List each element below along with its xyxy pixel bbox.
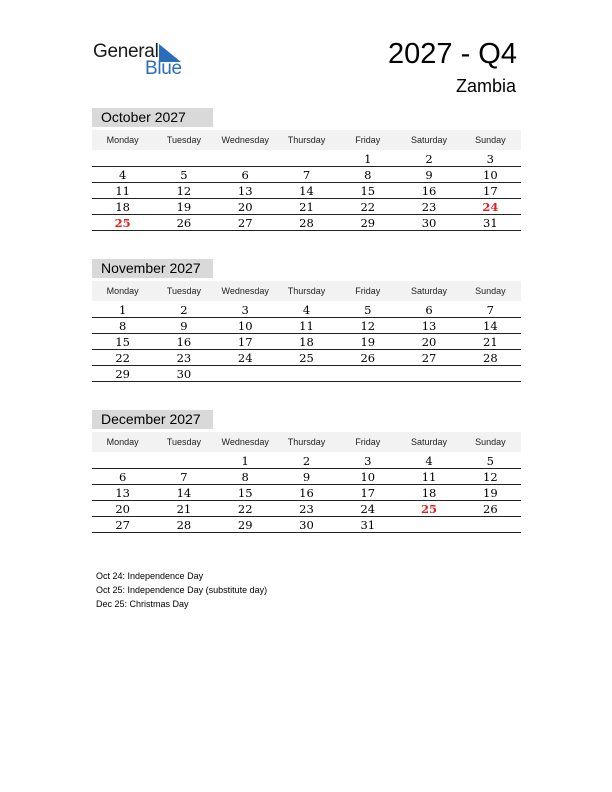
day-cell: 28 bbox=[176, 518, 192, 532]
weekday-label: Wednesday bbox=[221, 135, 269, 145]
week-row bbox=[92, 151, 521, 167]
day-cell: 22 bbox=[360, 200, 376, 214]
day-cell: 25 bbox=[299, 351, 314, 365]
day-cell: 10 bbox=[360, 470, 376, 484]
day-cell: 7 bbox=[180, 470, 188, 484]
weekday-label: Tuesday bbox=[166, 135, 202, 145]
day-cell: 17 bbox=[237, 335, 253, 349]
weekday-label: Sunday bbox=[475, 286, 506, 296]
day-cell: 4 bbox=[118, 168, 127, 182]
logo-text-general: General bbox=[93, 41, 159, 62]
weekday-label: Monday bbox=[106, 135, 139, 145]
weekday-label: Tuesday bbox=[166, 437, 202, 447]
month-calendar-december bbox=[92, 410, 521, 533]
day-cell: 8 bbox=[118, 319, 127, 333]
day-cell: 15 bbox=[237, 486, 253, 500]
weekday-header-row bbox=[92, 130, 521, 150]
week-row bbox=[92, 167, 521, 183]
weekday-label: Thursday bbox=[287, 135, 326, 145]
day-cell: 2 bbox=[180, 303, 188, 317]
day-cell: 9 bbox=[425, 168, 433, 182]
week-row bbox=[92, 183, 521, 199]
day-cell: 22 bbox=[237, 502, 253, 516]
day-cell: 21 bbox=[176, 502, 192, 516]
day-cell: 23 bbox=[176, 351, 192, 365]
weekday-label: Tuesday bbox=[166, 286, 202, 296]
weekday-label: Friday bbox=[355, 437, 381, 447]
weekday-label: Monday bbox=[106, 286, 139, 296]
day-cell: 13 bbox=[115, 486, 130, 500]
day-cell: 1 bbox=[364, 152, 372, 166]
day-cell: 24 bbox=[360, 502, 376, 516]
weekday-label: Sunday bbox=[475, 135, 506, 145]
weekday-label: Saturday bbox=[411, 286, 448, 296]
logo-text-blue: Blue bbox=[145, 58, 182, 79]
day-cell: 12 bbox=[483, 470, 498, 484]
day-cell: 4 bbox=[425, 454, 433, 468]
day-cell: 20 bbox=[421, 335, 437, 349]
day-cell: 29 bbox=[360, 216, 376, 230]
day-cell: 17 bbox=[360, 486, 376, 500]
day-cell: 5 bbox=[180, 168, 188, 182]
week-row bbox=[92, 485, 521, 501]
day-cell: 30 bbox=[299, 518, 314, 532]
day-cell: 24 bbox=[237, 351, 253, 365]
day-cell: 18 bbox=[115, 200, 130, 214]
day-cell: 1 bbox=[118, 303, 127, 317]
day-cell: 27 bbox=[115, 518, 130, 532]
day-cell: 27 bbox=[237, 216, 253, 230]
holiday-note: Oct 25: Independence Day (substitute day) bbox=[96, 585, 268, 595]
day-cell: 6 bbox=[118, 470, 127, 484]
brand-logo bbox=[93, 40, 193, 80]
month-calendar-october bbox=[92, 108, 521, 231]
week-row bbox=[92, 350, 521, 366]
day-cell: 19 bbox=[483, 486, 498, 500]
day-cell: 7 bbox=[486, 303, 494, 317]
day-cell: 1 bbox=[241, 454, 249, 468]
day-cell bbox=[460, 517, 521, 532]
day-cell: 12 bbox=[176, 184, 192, 198]
day-cell: 16 bbox=[421, 184, 437, 198]
day-cell: 23 bbox=[421, 200, 437, 214]
country-name: Zambia bbox=[455, 76, 516, 96]
day-cell: 4 bbox=[302, 303, 311, 317]
day-cell: 26 bbox=[176, 216, 192, 230]
week-row bbox=[92, 199, 521, 215]
week-row bbox=[92, 302, 521, 318]
day-cell: 16 bbox=[299, 486, 314, 500]
week-row bbox=[92, 215, 521, 231]
weekday-label: Thursday bbox=[287, 286, 326, 296]
day-cell: 14 bbox=[176, 486, 192, 500]
day-cell bbox=[337, 366, 398, 381]
day-cell: 18 bbox=[421, 486, 437, 500]
weekday-label: Wednesday bbox=[221, 437, 269, 447]
weekday-header-row bbox=[92, 281, 521, 301]
day-cell bbox=[460, 366, 521, 381]
day-cell: 6 bbox=[425, 303, 433, 317]
day-cell bbox=[153, 453, 214, 468]
day-cell bbox=[215, 366, 276, 381]
day-cell: 29 bbox=[237, 518, 253, 532]
day-cell: 6 bbox=[241, 168, 249, 182]
day-cell: 16 bbox=[176, 335, 192, 349]
day-cell: 13 bbox=[421, 319, 437, 333]
day-cell bbox=[276, 366, 337, 381]
day-cell: 15 bbox=[360, 184, 376, 198]
day-cell: 19 bbox=[360, 335, 376, 349]
week-row bbox=[92, 517, 521, 533]
day-cell: 30 bbox=[176, 367, 192, 381]
day-cell bbox=[398, 517, 459, 532]
week-row bbox=[92, 318, 521, 334]
day-cell: 8 bbox=[364, 168, 372, 182]
month-title: November 2027 bbox=[92, 259, 213, 278]
day-cell: 2 bbox=[302, 454, 311, 468]
weekday-header-row bbox=[92, 432, 521, 452]
week-row bbox=[92, 453, 521, 469]
day-cell: 21 bbox=[299, 200, 314, 214]
day-cell: 5 bbox=[486, 454, 494, 468]
day-cell: 26 bbox=[483, 502, 498, 516]
week-row bbox=[92, 501, 521, 517]
day-cell: 3 bbox=[486, 152, 494, 166]
weekday-label: Wednesday bbox=[221, 286, 269, 296]
weekday-label: Friday bbox=[355, 135, 381, 145]
day-cell: 14 bbox=[483, 319, 498, 333]
day-cell: 20 bbox=[237, 200, 253, 214]
day-cell: 30 bbox=[421, 216, 437, 230]
weekday-label: Thursday bbox=[287, 437, 326, 447]
day-cell: 2 bbox=[425, 152, 433, 166]
day-cell: 9 bbox=[180, 319, 188, 333]
day-cell: 11 bbox=[421, 470, 437, 484]
day-cell: 11 bbox=[115, 184, 130, 198]
day-cell: 22 bbox=[115, 351, 130, 365]
holiday-note: Oct 24: Independence Day bbox=[96, 571, 204, 581]
week-row bbox=[92, 469, 521, 485]
day-cell: 20 bbox=[115, 502, 130, 516]
day-cell: 25 bbox=[421, 502, 438, 516]
day-cell: 13 bbox=[237, 184, 253, 198]
day-cell bbox=[215, 151, 276, 166]
day-cell: 9 bbox=[302, 470, 311, 484]
day-cell bbox=[92, 453, 153, 468]
page-title: 2027 - Q4 bbox=[388, 38, 517, 70]
day-cell: 5 bbox=[364, 303, 372, 317]
day-cell: 15 bbox=[115, 335, 130, 349]
day-cell: 31 bbox=[483, 216, 498, 230]
day-cell: 21 bbox=[483, 335, 498, 349]
month-calendar-november bbox=[92, 259, 521, 382]
day-cell: 10 bbox=[483, 168, 498, 182]
day-cell: 28 bbox=[299, 216, 314, 230]
month-title: December 2027 bbox=[92, 410, 213, 429]
day-cell: 3 bbox=[364, 454, 372, 468]
weekday-label: Monday bbox=[106, 437, 139, 447]
weekday-label: Saturday bbox=[411, 437, 448, 447]
holiday-notes bbox=[96, 569, 267, 611]
day-cell: 25 bbox=[114, 216, 131, 230]
month-title: October 2027 bbox=[92, 108, 213, 127]
day-cell: 11 bbox=[299, 319, 314, 333]
day-cell: 31 bbox=[360, 518, 376, 532]
weekday-label: Sunday bbox=[475, 437, 506, 447]
day-cell bbox=[92, 151, 153, 166]
day-cell: 26 bbox=[360, 351, 376, 365]
day-cell: 17 bbox=[483, 184, 498, 198]
day-cell: 28 bbox=[483, 351, 498, 365]
day-cell: 3 bbox=[241, 303, 249, 317]
day-cell: 7 bbox=[302, 168, 311, 182]
weekday-label: Saturday bbox=[411, 135, 448, 145]
week-row bbox=[92, 366, 521, 382]
day-cell bbox=[276, 151, 337, 166]
week-row bbox=[92, 334, 521, 350]
day-cell: 24 bbox=[482, 200, 499, 214]
day-cell: 29 bbox=[115, 367, 130, 381]
day-cell: 14 bbox=[299, 184, 314, 198]
holiday-note: Dec 25: Christmas Day bbox=[96, 599, 189, 609]
day-cell: 8 bbox=[241, 470, 249, 484]
day-cell bbox=[398, 366, 459, 381]
day-cell: 10 bbox=[237, 319, 253, 333]
day-cell: 18 bbox=[299, 335, 314, 349]
day-cell: 19 bbox=[176, 200, 192, 214]
day-cell: 27 bbox=[421, 351, 437, 365]
weekday-label: Friday bbox=[355, 286, 381, 296]
day-cell: 23 bbox=[299, 502, 314, 516]
day-cell bbox=[153, 151, 214, 166]
day-cell: 12 bbox=[360, 319, 376, 333]
